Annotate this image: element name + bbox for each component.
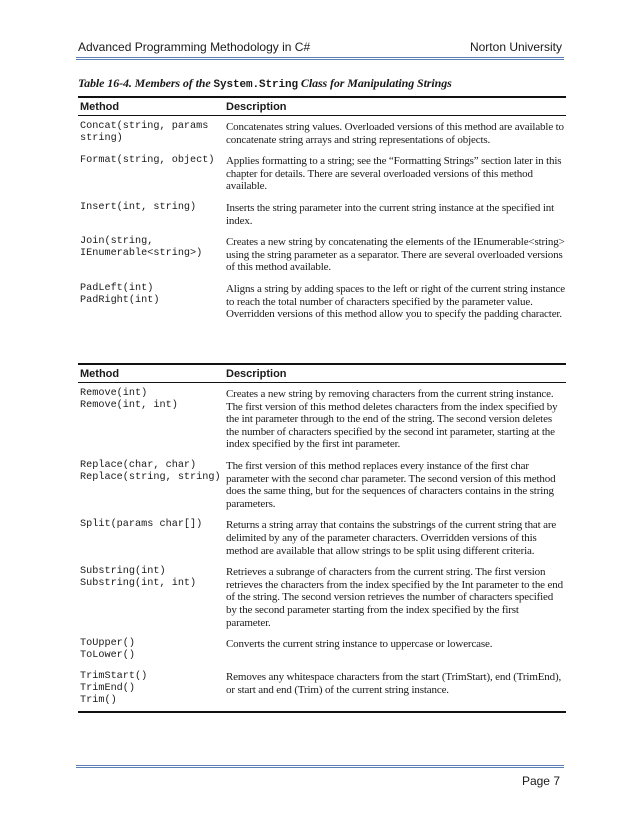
caption-code: System.String: [213, 79, 299, 91]
method-signature: Format(string, object): [80, 155, 215, 167]
table-row: [78, 283, 566, 321]
table-row: [78, 388, 566, 451]
table-body: [78, 121, 566, 321]
method-description: The first version of this method replaces every instance of the first char parameter with the second char parameter. The second version of this method does the same thing, but for the sequences of characters contains in the string parameters.: [226, 459, 556, 510]
method-signature: ToUpper(): [80, 638, 136, 650]
method-signature: Remove(int, int): [80, 400, 178, 411]
table-row: [78, 155, 566, 193]
table-row: [78, 671, 566, 707]
table-row: [78, 566, 566, 629]
method-signature: PadLeft(int): [80, 282, 154, 294]
method-description: Aligns a string by adding spaces to the left or right of the current string instance to reach the total number of characters specified by the parameter value. Overridden versions of this method allow you to specify the padding character.: [226, 282, 566, 321]
method-signatures: [78, 283, 226, 321]
method-description: Returns a string array that contains the substrings of the current string that are delimited by any of the parameter characters. Overridden versions of this method are available that allow strings to be split using different criteria.: [226, 519, 557, 557]
method-signature: ToLower(): [80, 650, 136, 662]
method-signature: PadRight(int): [80, 294, 160, 306]
method-description: Concatenates string values. Overloaded versions of this method are available to concatenate string arrays and string representations of objects.: [226, 121, 564, 146]
method-description: Retrieves a subrange of characters from the current string. The first version retrieves the characters from the index specified by the Int parameter to the end of the string. The second version retrieves the number of characters specified by the second parameter starting from the index specified by the first parameter.: [226, 566, 563, 629]
method-signatures: [78, 671, 226, 707]
method-signature: Join(string,: [80, 236, 154, 248]
method-description: Creates a new string by removing characters from the current string instance. The first version of this method deletes characters from the index specified by the int parameter through to the end of the string. The second version deletes the number of characters specified by the second int parameter, starting at the index specified by the first int parameter.: [226, 388, 558, 451]
method-signature: Substring(int, int): [80, 578, 197, 590]
column-header-method: Method: [80, 368, 120, 380]
method-signature: Concat(string, params: [80, 121, 209, 132]
table-header: [78, 363, 566, 383]
method-signature: Replace(char, char): [80, 459, 197, 471]
header-institution: Norton University: [469, 40, 562, 54]
method-signatures: [78, 519, 226, 557]
page-header: [78, 40, 562, 54]
method-signature: Split(params char[]): [80, 519, 203, 531]
footer-rule: [76, 765, 564, 768]
table-body: [78, 388, 566, 707]
method-signature: Substring(int): [80, 566, 166, 578]
method-description: Creates a new string by concatenating the elements of the IEnumerable<string> using the string parameter as a separator. There are several overloaded versions of this method available.: [226, 236, 565, 274]
method-signature: IEnumerable<string>): [80, 248, 203, 260]
table-caption: [78, 76, 452, 91]
method-signature: string): [80, 133, 123, 144]
table-row: [78, 638, 566, 662]
method-description: Inserts the string parameter into the current string instance at the specified int index.: [226, 201, 554, 227]
column-header-description: Description: [226, 101, 287, 113]
method-signature: TrimStart(): [80, 671, 148, 683]
header-title: Advanced Programming Methodology in C#: [78, 40, 311, 54]
method-signatures: [78, 460, 226, 510]
method-signature: TrimEnd(): [80, 683, 136, 695]
method-signatures: [78, 236, 226, 274]
methods-table-1: [78, 96, 566, 321]
method-description: Removes any whitespace characters from the start (TrimStart), end (TrimEnd), or start and end (Trim) of the current string instance.: [226, 671, 562, 696]
method-signatures: [78, 566, 226, 629]
table-end-rule: [78, 711, 566, 713]
table-row: [78, 121, 566, 146]
method-signature: Remove(int): [80, 388, 148, 399]
method-signatures: [78, 638, 226, 662]
method-signatures: [78, 202, 226, 227]
header-rule: [76, 57, 564, 60]
table-header: [78, 96, 566, 116]
table-row: [78, 202, 566, 227]
table-row: [78, 460, 566, 510]
method-signatures: [78, 155, 226, 193]
method-signature: Replace(string, string): [80, 471, 221, 483]
caption-suffix: Class for Manipulating Strings: [298, 76, 452, 90]
table-row: [78, 236, 566, 274]
methods-table-2: [78, 363, 566, 713]
table-row: [78, 519, 566, 557]
caption-prefix: Table 16-4. Members of the: [78, 76, 214, 90]
method-signatures: [78, 388, 226, 451]
method-description: Converts the current string instance to uppercase or lowercase.: [226, 638, 493, 651]
method-signature: Trim(): [80, 695, 117, 707]
method-signature: Insert(int, string): [80, 201, 197, 213]
method-description: Applies formatting to a string; see the “Formatting Strings” section later in this chapter for details. There are several overloaded versions of this method available.: [226, 155, 562, 193]
column-header-description: Description: [226, 368, 287, 380]
page-number: Page 7: [521, 774, 560, 788]
column-header-method: Method: [80, 101, 120, 113]
method-signatures: [78, 121, 226, 146]
